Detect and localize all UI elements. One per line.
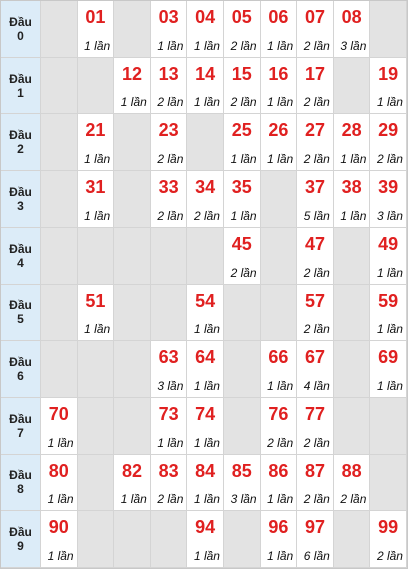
empty-cell bbox=[151, 285, 188, 342]
row-head-digit: 9 bbox=[17, 539, 24, 554]
number-cell bbox=[78, 114, 115, 171]
empty-cell bbox=[187, 228, 224, 285]
number-cell bbox=[187, 58, 224, 115]
number-count: 1 lần bbox=[376, 378, 403, 393]
number-count: 3 lần bbox=[230, 492, 257, 507]
number-count: 1 lần bbox=[193, 492, 220, 507]
number-value: 76 bbox=[268, 403, 289, 424]
row-head-digit: 8 bbox=[17, 482, 24, 497]
number-cell bbox=[334, 171, 371, 228]
number-value: 06 bbox=[268, 7, 289, 27]
number-count: 2 lần bbox=[230, 265, 257, 280]
number-count: 1 lần bbox=[47, 549, 74, 563]
number-cell bbox=[187, 398, 224, 455]
number-count: 5 lần bbox=[303, 208, 330, 223]
row-head-digit: 3 bbox=[17, 198, 24, 213]
number-cell bbox=[187, 285, 224, 342]
number-value: 31 bbox=[85, 177, 106, 198]
number-value: 51 bbox=[85, 290, 106, 311]
number-cell bbox=[370, 228, 407, 285]
number-count: 2 lần bbox=[157, 492, 184, 507]
empty-cell bbox=[114, 228, 151, 285]
number-cell bbox=[187, 341, 224, 398]
number-value: 03 bbox=[158, 7, 179, 27]
row-head-4 bbox=[1, 228, 41, 285]
number-value: 99 bbox=[378, 517, 399, 538]
number-count: 2 lần bbox=[303, 435, 330, 450]
number-value: 67 bbox=[304, 347, 325, 368]
number-cell bbox=[297, 511, 334, 568]
number-value: 94 bbox=[195, 517, 216, 538]
number-count: 1 lần bbox=[193, 38, 220, 53]
empty-cell bbox=[370, 398, 407, 455]
number-cell bbox=[224, 58, 261, 115]
number-value: 38 bbox=[341, 177, 362, 198]
empty-cell bbox=[78, 341, 115, 398]
empty-cell bbox=[78, 228, 115, 285]
empty-cell bbox=[224, 398, 261, 455]
number-value: 45 bbox=[231, 233, 252, 254]
number-value: 97 bbox=[304, 517, 325, 538]
number-count: 1 lần bbox=[376, 322, 403, 337]
number-value: 16 bbox=[268, 63, 289, 84]
number-value: 27 bbox=[304, 120, 325, 141]
number-cell bbox=[224, 1, 261, 58]
number-count: 1 lần bbox=[193, 95, 220, 110]
row-head-digit: 0 bbox=[17, 28, 24, 43]
number-value: 73 bbox=[158, 403, 179, 424]
number-count: 2 lần bbox=[193, 208, 220, 223]
number-count: 2 lần bbox=[303, 152, 330, 167]
number-count: 6 lần bbox=[303, 549, 330, 563]
number-value: 23 bbox=[158, 120, 179, 141]
number-cell bbox=[334, 114, 371, 171]
number-count: 2 lần bbox=[376, 549, 403, 563]
empty-cell bbox=[224, 511, 261, 568]
empty-cell bbox=[78, 398, 115, 455]
number-cell bbox=[41, 511, 78, 568]
number-value: 13 bbox=[158, 63, 179, 84]
row-head-label: Đầu bbox=[9, 525, 32, 540]
number-value: 70 bbox=[48, 403, 69, 424]
number-cell bbox=[297, 341, 334, 398]
number-count: 1 lần bbox=[157, 435, 184, 450]
number-value: 84 bbox=[195, 460, 216, 481]
number-value: 54 bbox=[195, 290, 216, 311]
number-cell bbox=[261, 455, 298, 512]
empty-cell bbox=[41, 171, 78, 228]
number-value: 28 bbox=[341, 120, 362, 141]
number-count: 1 lần bbox=[340, 208, 367, 223]
number-cell bbox=[370, 114, 407, 171]
number-count: 1 lần bbox=[267, 38, 294, 53]
empty-cell bbox=[41, 285, 78, 342]
number-count: 1 lần bbox=[157, 38, 184, 53]
row-head-label: Đầu bbox=[9, 298, 32, 313]
empty-cell bbox=[224, 341, 261, 398]
empty-cell bbox=[114, 511, 151, 568]
row-head-label: Đầu bbox=[9, 468, 32, 483]
number-cell bbox=[297, 58, 334, 115]
empty-cell bbox=[261, 228, 298, 285]
number-value: 25 bbox=[231, 120, 252, 141]
number-cell bbox=[297, 1, 334, 58]
number-cell bbox=[261, 114, 298, 171]
number-value: 88 bbox=[341, 460, 362, 481]
number-count: 1 lần bbox=[193, 435, 220, 450]
empty-cell bbox=[334, 511, 371, 568]
number-value: 04 bbox=[195, 7, 216, 27]
number-count: 1 lần bbox=[267, 378, 294, 393]
empty-cell bbox=[261, 171, 298, 228]
number-value: 90 bbox=[48, 517, 69, 538]
empty-cell bbox=[41, 114, 78, 171]
number-cell bbox=[334, 1, 371, 58]
row-head-digit: 7 bbox=[17, 425, 24, 440]
empty-cell bbox=[114, 341, 151, 398]
number-value: 86 bbox=[268, 460, 289, 481]
number-count: 3 lần bbox=[157, 378, 184, 393]
row-head-digit: 5 bbox=[17, 312, 24, 327]
number-count: 2 lần bbox=[230, 95, 257, 110]
number-count: 4 lần bbox=[303, 378, 330, 393]
empty-cell bbox=[41, 341, 78, 398]
number-count: 2 lần bbox=[157, 95, 184, 110]
number-cell bbox=[114, 455, 151, 512]
empty-cell bbox=[334, 398, 371, 455]
number-value: 66 bbox=[268, 347, 289, 368]
number-count: 1 lần bbox=[120, 95, 147, 110]
number-value: 05 bbox=[231, 7, 252, 27]
row-head-label: Đầu bbox=[9, 241, 32, 256]
row-head-digit: 4 bbox=[17, 255, 24, 270]
empty-cell bbox=[151, 228, 188, 285]
empty-cell bbox=[78, 58, 115, 115]
number-cell bbox=[224, 114, 261, 171]
number-count: 1 lần bbox=[120, 492, 147, 507]
number-value: 77 bbox=[304, 403, 325, 424]
number-cell bbox=[297, 285, 334, 342]
number-count: 2 lần bbox=[157, 152, 184, 167]
number-cell bbox=[261, 398, 298, 455]
number-cell bbox=[151, 58, 188, 115]
empty-cell bbox=[41, 58, 78, 115]
number-cell bbox=[297, 228, 334, 285]
row-head-9 bbox=[1, 511, 41, 568]
row-head-2 bbox=[1, 114, 41, 171]
number-cell bbox=[370, 58, 407, 115]
number-count: 1 lần bbox=[84, 322, 111, 337]
empty-cell bbox=[114, 1, 151, 58]
number-value: 64 bbox=[195, 347, 216, 368]
number-value: 85 bbox=[231, 460, 252, 481]
number-value: 87 bbox=[304, 460, 325, 481]
number-cell bbox=[41, 398, 78, 455]
empty-cell bbox=[261, 285, 298, 342]
number-count: 2 lần bbox=[303, 95, 330, 110]
row-head-label: Đầu bbox=[9, 128, 32, 143]
number-value: 74 bbox=[195, 403, 216, 424]
number-count: 2 lần bbox=[303, 265, 330, 280]
number-count: 2 lần bbox=[303, 322, 330, 337]
number-count: 2 lần bbox=[303, 492, 330, 507]
row-head-7 bbox=[1, 398, 41, 455]
row-head-6 bbox=[1, 341, 41, 398]
empty-cell bbox=[41, 228, 78, 285]
number-value: 80 bbox=[48, 460, 69, 481]
number-count: 3 lần bbox=[340, 38, 367, 53]
empty-cell bbox=[334, 341, 371, 398]
number-cell bbox=[297, 398, 334, 455]
number-cell bbox=[334, 455, 371, 512]
number-cell bbox=[78, 1, 115, 58]
number-cell bbox=[151, 398, 188, 455]
empty-cell bbox=[114, 398, 151, 455]
number-count: 1 lần bbox=[193, 322, 220, 337]
empty-cell bbox=[114, 114, 151, 171]
number-count: 2 lần bbox=[157, 208, 184, 223]
number-cell bbox=[370, 511, 407, 568]
row-head-label: Đầu bbox=[9, 411, 32, 426]
number-count: 1 lần bbox=[376, 265, 403, 280]
number-count: 1 lần bbox=[193, 549, 220, 563]
number-cell bbox=[114, 58, 151, 115]
row-head-label: Đầu bbox=[9, 71, 32, 86]
empty-cell bbox=[78, 511, 115, 568]
empty-cell bbox=[78, 455, 115, 512]
number-count: 1 lần bbox=[84, 208, 111, 223]
number-cell bbox=[151, 455, 188, 512]
empty-cell bbox=[114, 285, 151, 342]
number-value: 59 bbox=[378, 290, 399, 311]
number-count: 1 lần bbox=[47, 492, 74, 507]
number-cell bbox=[187, 171, 224, 228]
number-value: 15 bbox=[231, 63, 252, 84]
row-head-digit: 2 bbox=[17, 142, 24, 157]
number-count: 2 lần bbox=[303, 38, 330, 53]
empty-cell bbox=[187, 114, 224, 171]
number-count: 2 lần bbox=[267, 435, 294, 450]
empty-cell bbox=[334, 58, 371, 115]
number-cell bbox=[370, 171, 407, 228]
number-cell bbox=[78, 285, 115, 342]
number-count: 1 lần bbox=[84, 152, 111, 167]
number-cell bbox=[261, 58, 298, 115]
number-cell bbox=[187, 1, 224, 58]
empty-cell bbox=[370, 455, 407, 512]
number-value: 07 bbox=[304, 7, 325, 27]
number-value: 83 bbox=[158, 460, 179, 481]
number-count: 1 lần bbox=[340, 152, 367, 167]
row-head-8 bbox=[1, 455, 41, 512]
number-value: 29 bbox=[378, 120, 399, 141]
row-head-label: Đầu bbox=[9, 14, 32, 29]
row-head-0 bbox=[1, 1, 41, 58]
row-head-digit: 6 bbox=[17, 369, 24, 384]
number-cell bbox=[151, 341, 188, 398]
row-head-label: Đầu bbox=[9, 355, 32, 370]
number-count: 1 lần bbox=[84, 38, 111, 53]
number-cell bbox=[224, 171, 261, 228]
number-cell bbox=[370, 285, 407, 342]
number-value: 33 bbox=[158, 177, 179, 198]
number-cell bbox=[297, 171, 334, 228]
empty-cell bbox=[114, 171, 151, 228]
number-count: 1 lần bbox=[47, 435, 74, 450]
number-cell bbox=[297, 455, 334, 512]
number-value: 12 bbox=[121, 63, 142, 84]
number-cell bbox=[224, 455, 261, 512]
number-value: 57 bbox=[304, 290, 325, 311]
number-value: 37 bbox=[304, 177, 325, 198]
number-cell bbox=[151, 114, 188, 171]
row-head-1 bbox=[1, 58, 41, 115]
number-cell bbox=[151, 1, 188, 58]
number-cell bbox=[78, 171, 115, 228]
number-count: 3 lần bbox=[376, 208, 403, 223]
number-cell bbox=[261, 511, 298, 568]
number-cell bbox=[187, 511, 224, 568]
number-value: 96 bbox=[268, 517, 289, 538]
number-count: 2 lần bbox=[340, 492, 367, 507]
number-value: 01 bbox=[85, 7, 106, 27]
number-count: 1 lần bbox=[267, 549, 294, 563]
number-value: 82 bbox=[121, 460, 142, 481]
number-count: 1 lần bbox=[267, 152, 294, 167]
row-head-5 bbox=[1, 285, 41, 342]
number-count: 1 lần bbox=[230, 208, 257, 223]
number-cell bbox=[187, 455, 224, 512]
number-value: 47 bbox=[304, 233, 325, 254]
number-value: 35 bbox=[231, 177, 252, 198]
empty-cell bbox=[370, 1, 407, 58]
number-count: 1 lần bbox=[267, 492, 294, 507]
number-cell bbox=[151, 171, 188, 228]
empty-cell bbox=[334, 285, 371, 342]
number-value: 49 bbox=[378, 233, 399, 254]
number-value: 14 bbox=[195, 63, 216, 84]
number-value: 08 bbox=[341, 7, 362, 27]
number-value: 21 bbox=[85, 120, 106, 141]
number-cell bbox=[297, 114, 334, 171]
number-count: 2 lần bbox=[376, 152, 403, 167]
empty-cell bbox=[224, 285, 261, 342]
number-value: 19 bbox=[378, 63, 399, 84]
number-value: 26 bbox=[268, 120, 289, 141]
number-value: 63 bbox=[158, 347, 179, 368]
number-cell bbox=[41, 455, 78, 512]
number-value: 69 bbox=[378, 347, 399, 368]
number-cell bbox=[224, 228, 261, 285]
row-head-label: Đầu bbox=[9, 184, 32, 199]
number-count: 2 lần bbox=[230, 38, 257, 53]
number-cell bbox=[370, 341, 407, 398]
empty-cell bbox=[41, 1, 78, 58]
number-count: 1 lần bbox=[376, 95, 403, 110]
number-count: 1 lần bbox=[193, 378, 220, 393]
number-cell bbox=[261, 1, 298, 58]
number-count: 1 lần bbox=[230, 152, 257, 167]
empty-cell bbox=[334, 228, 371, 285]
number-value: 17 bbox=[304, 63, 325, 84]
number-count: 1 lần bbox=[267, 95, 294, 110]
number-value: 39 bbox=[378, 177, 399, 198]
row-head-3 bbox=[1, 171, 41, 228]
empty-cell bbox=[151, 511, 188, 568]
row-head-digit: 1 bbox=[17, 85, 24, 100]
number-value: 34 bbox=[195, 177, 216, 198]
number-cell bbox=[261, 341, 298, 398]
